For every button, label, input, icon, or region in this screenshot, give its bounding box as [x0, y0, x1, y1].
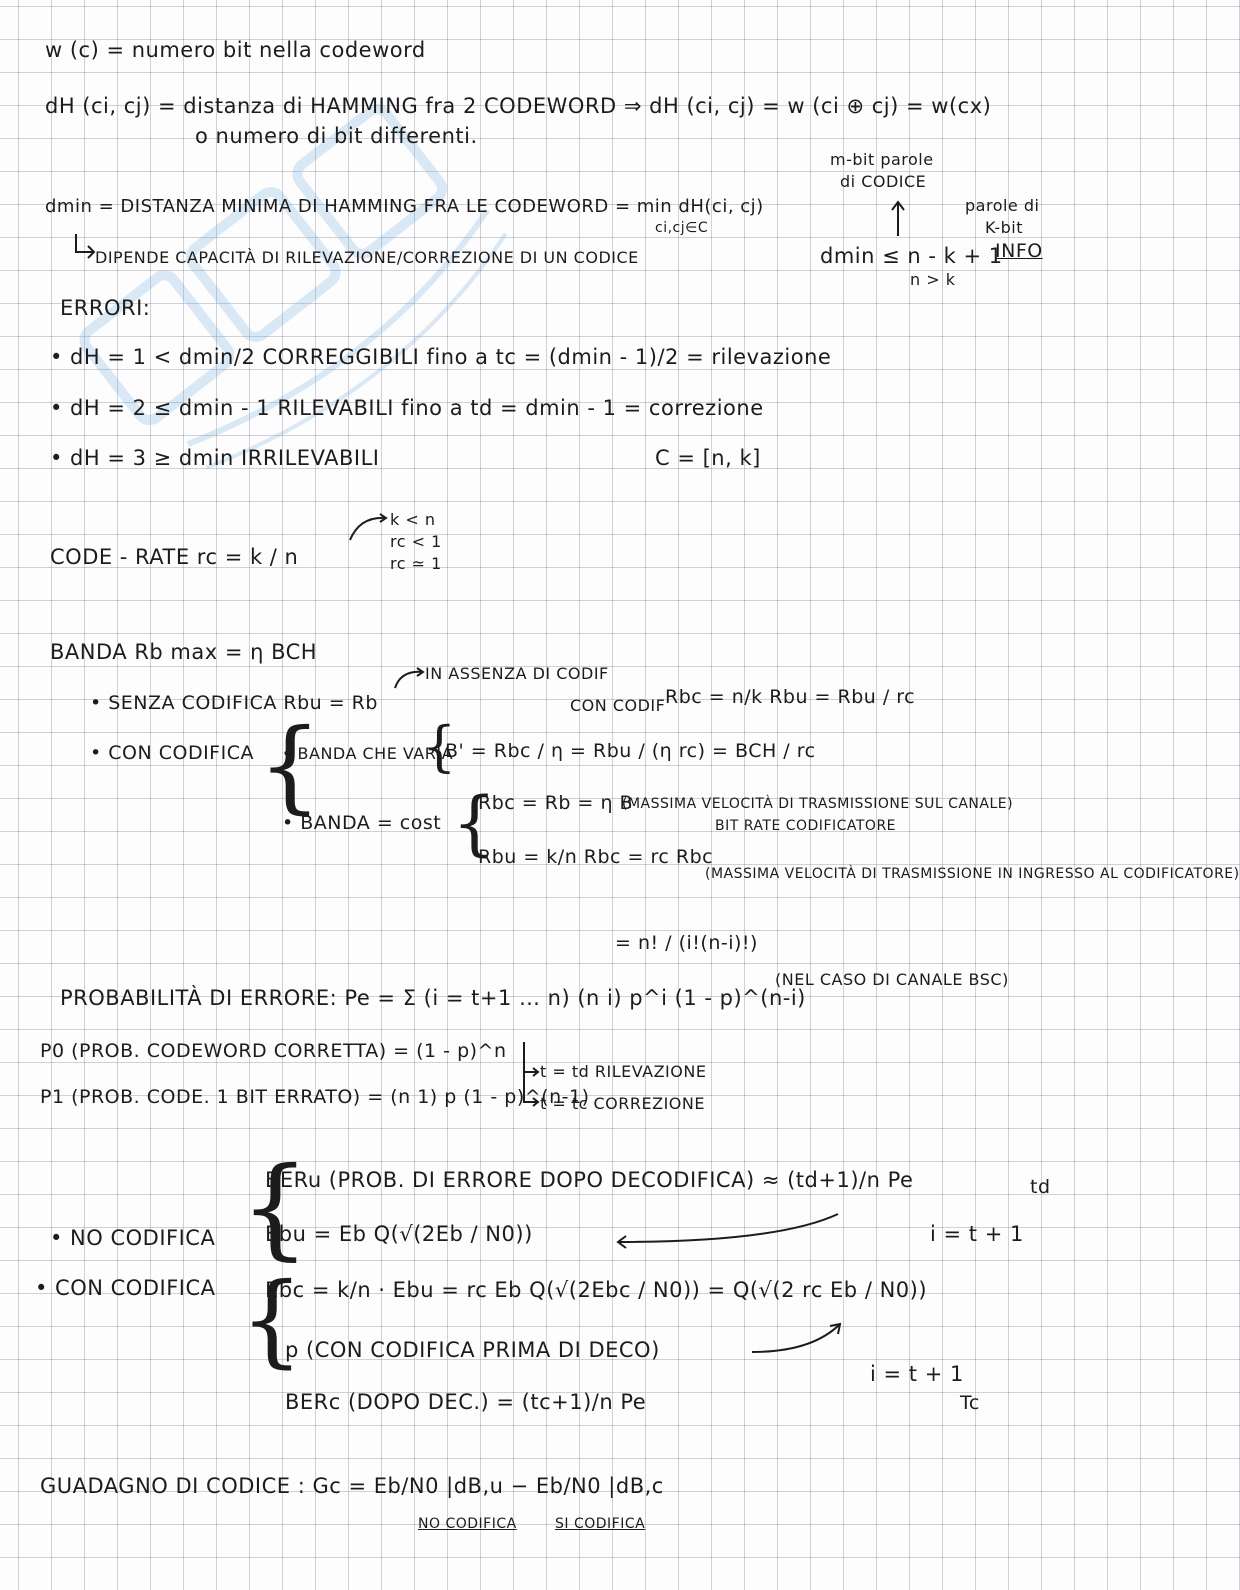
con-codifica: • CON CODIFICA — [90, 742, 254, 764]
brace-icon: { — [240, 1261, 304, 1378]
td-label: td — [1030, 1176, 1051, 1198]
tc-label: Tc — [960, 1392, 980, 1414]
n-greater-k-label: n > k — [910, 270, 956, 289]
errors-title: ERRORI: — [60, 296, 151, 320]
i-equals-t-plus-1-top: i = t + 1 — [930, 1222, 1024, 1246]
banda-varia: • BANDA CHE VARIA — [282, 744, 454, 763]
hamming-definition-continued: o numero di bit differenti. — [195, 124, 478, 148]
up-right-arrow-icon — [748, 1318, 848, 1358]
rate-condition-3: rc ≃ 1 — [390, 554, 442, 573]
ebc-equation: Ebc = k/n · Ebu = rc Eb Q(√(2Ebc / N0)) = Q(√(2 rc Eb / N0)) — [265, 1278, 928, 1302]
m-bit-label-2: di CODICE — [840, 172, 927, 191]
brace-icon: { — [240, 1143, 310, 1271]
hamming-definition: dH (ci, cj) = distanza di HAMMING fra 2 CODEWORD ⇒ dH (ci, cj) = w (ci ⊕ cj) = w(cx) — [45, 94, 992, 118]
rbc-equation: Rbc = n/k Rbu = Rbu / rc — [665, 686, 916, 708]
bsc-note: (NEL CASO DI CANALE BSC) — [775, 970, 1009, 989]
si-codifica-label: SI CODIFICA — [555, 1516, 646, 1532]
k-bit-label-2: K-bit — [985, 218, 1023, 237]
brace-icon: { — [422, 715, 457, 778]
dmin-dependency: DIPENDE CAPACITÀ DI RILEVAZIONE/CORREZIONE DI UN CODICE — [95, 248, 639, 267]
ebu-equation: Ebu = Eb Q(√(2Eb / N0)) — [265, 1222, 533, 1246]
left-arrow-icon — [612, 1210, 842, 1250]
no-codifica-label: NO CODIFICA — [418, 1516, 517, 1532]
bit-rate-label: BIT RATE CODIFICATORE — [715, 818, 897, 834]
ber-u: BERu (PROB. DI ERRORE DOPO DECODIFICA) ≈ (td+1)/n Pe — [265, 1168, 914, 1192]
dmin-bound: dmin ≤ n - k + 1 — [820, 244, 1003, 268]
curved-arrow-icon — [348, 512, 390, 542]
p1-definition: P1 (PROB. CODE. 1 BIT ERRATO) = (n 1) p (1 - p)^(n-1) — [40, 1086, 590, 1108]
code-rate: CODE - RATE rc = k / n — [50, 545, 299, 569]
ber-c: BERc (DOPO DEC.) = (tc+1)/n Pe — [285, 1390, 647, 1414]
error-case-2: • dH = 2 ≤ dmin - 1 RILEVABILI fino a td = dmin - 1 = correzione — [50, 396, 764, 420]
t-tc-note: t = tc CORREZIONE — [540, 1094, 705, 1113]
max-velocity-input: (MASSIMA VELOCITÀ DI TRASMISSIONE IN INGRESSO AL CODIFICATORE) — [705, 866, 1240, 882]
dmin-subscript: ci,cj∈C — [655, 220, 709, 236]
banda-cost: • BANDA = cost — [282, 812, 442, 834]
con-codifica-label: • CON CODIFICA — [35, 1276, 216, 1300]
curved-arrow-icon — [393, 664, 427, 690]
error-case-3: • dH = 3 ≥ dmin IRRILEVABILI — [50, 446, 380, 470]
brace-icon: { — [258, 707, 322, 824]
t-td-note: t = td RILEVAZIONE — [540, 1062, 707, 1081]
brace-icon: { — [452, 782, 497, 864]
no-codifica: • NO CODIFICA — [50, 1226, 216, 1250]
senza-codifica: • SENZA CODIFICA Rbu = Rb — [90, 692, 378, 714]
p-con-codifica: p (CON CODIFICA PRIMA DI DECO) — [285, 1338, 660, 1362]
guadagno-di-codice: GUADAGNO DI CODICE : Gc = Eb/N0 |dB,u − Eb/N0 |dB,c — [40, 1474, 664, 1498]
rate-condition-2: rc < 1 — [390, 532, 442, 551]
m-bit-label: m-bit parole — [830, 150, 934, 169]
error-case-1: • dH = 1 < dmin/2 CORREGGIBILI fino a tc = (dmin - 1)/2 = rilevazione — [50, 345, 832, 369]
max-velocity-channel: (MASSIMA VELOCITÀ DI TRASMISSIONE SUL CANALE) — [622, 796, 1014, 812]
in-assenza-label: IN ASSENZA DI CODIF — [425, 664, 609, 683]
up-arrow-icon — [888, 198, 908, 238]
rbu-equation: Rbu = k/n Rbc = rc Rbc — [478, 846, 714, 868]
rate-condition-1: k < n — [390, 510, 436, 529]
con-codif-label: CON CODIF — [570, 696, 666, 715]
binomial-definition: = n! / (i!(n-i)!) — [615, 932, 758, 954]
branch-arrow-icon — [518, 1040, 542, 1114]
banda-definition: BANDA Rb max = η BCH — [50, 640, 318, 664]
rbc-cost-equation: Rbc = Rb = η B — [478, 792, 634, 814]
b-prime-equation: B' = Rbc / η = Rbu / (η rc) = BCH / rc — [445, 740, 816, 762]
i-equals-t-plus-1-bottom: i = t + 1 — [870, 1362, 964, 1386]
k-bit-label: parole di — [965, 196, 1040, 215]
error-probability: PROBABILITÀ DI ERRORE: Pe = Σ (i = t+1 … n) (n i) p^i (1 - p)^(n-i) — [60, 986, 806, 1010]
info-label: INFO — [995, 240, 1043, 262]
dmin-definition: dmin = DISTANZA MINIMA DI HAMMING FRA LE CODEWORD = min dH(ci, cj) — [45, 196, 764, 217]
p0-definition: P0 (PROB. CODEWORD CORRETTA) = (1 - p)^n — [40, 1040, 507, 1062]
code-notation: C = [n, k] — [655, 446, 761, 470]
weight-definition: w (c) = numero bit nella codeword — [45, 38, 426, 62]
hook-arrow-icon — [72, 232, 98, 262]
